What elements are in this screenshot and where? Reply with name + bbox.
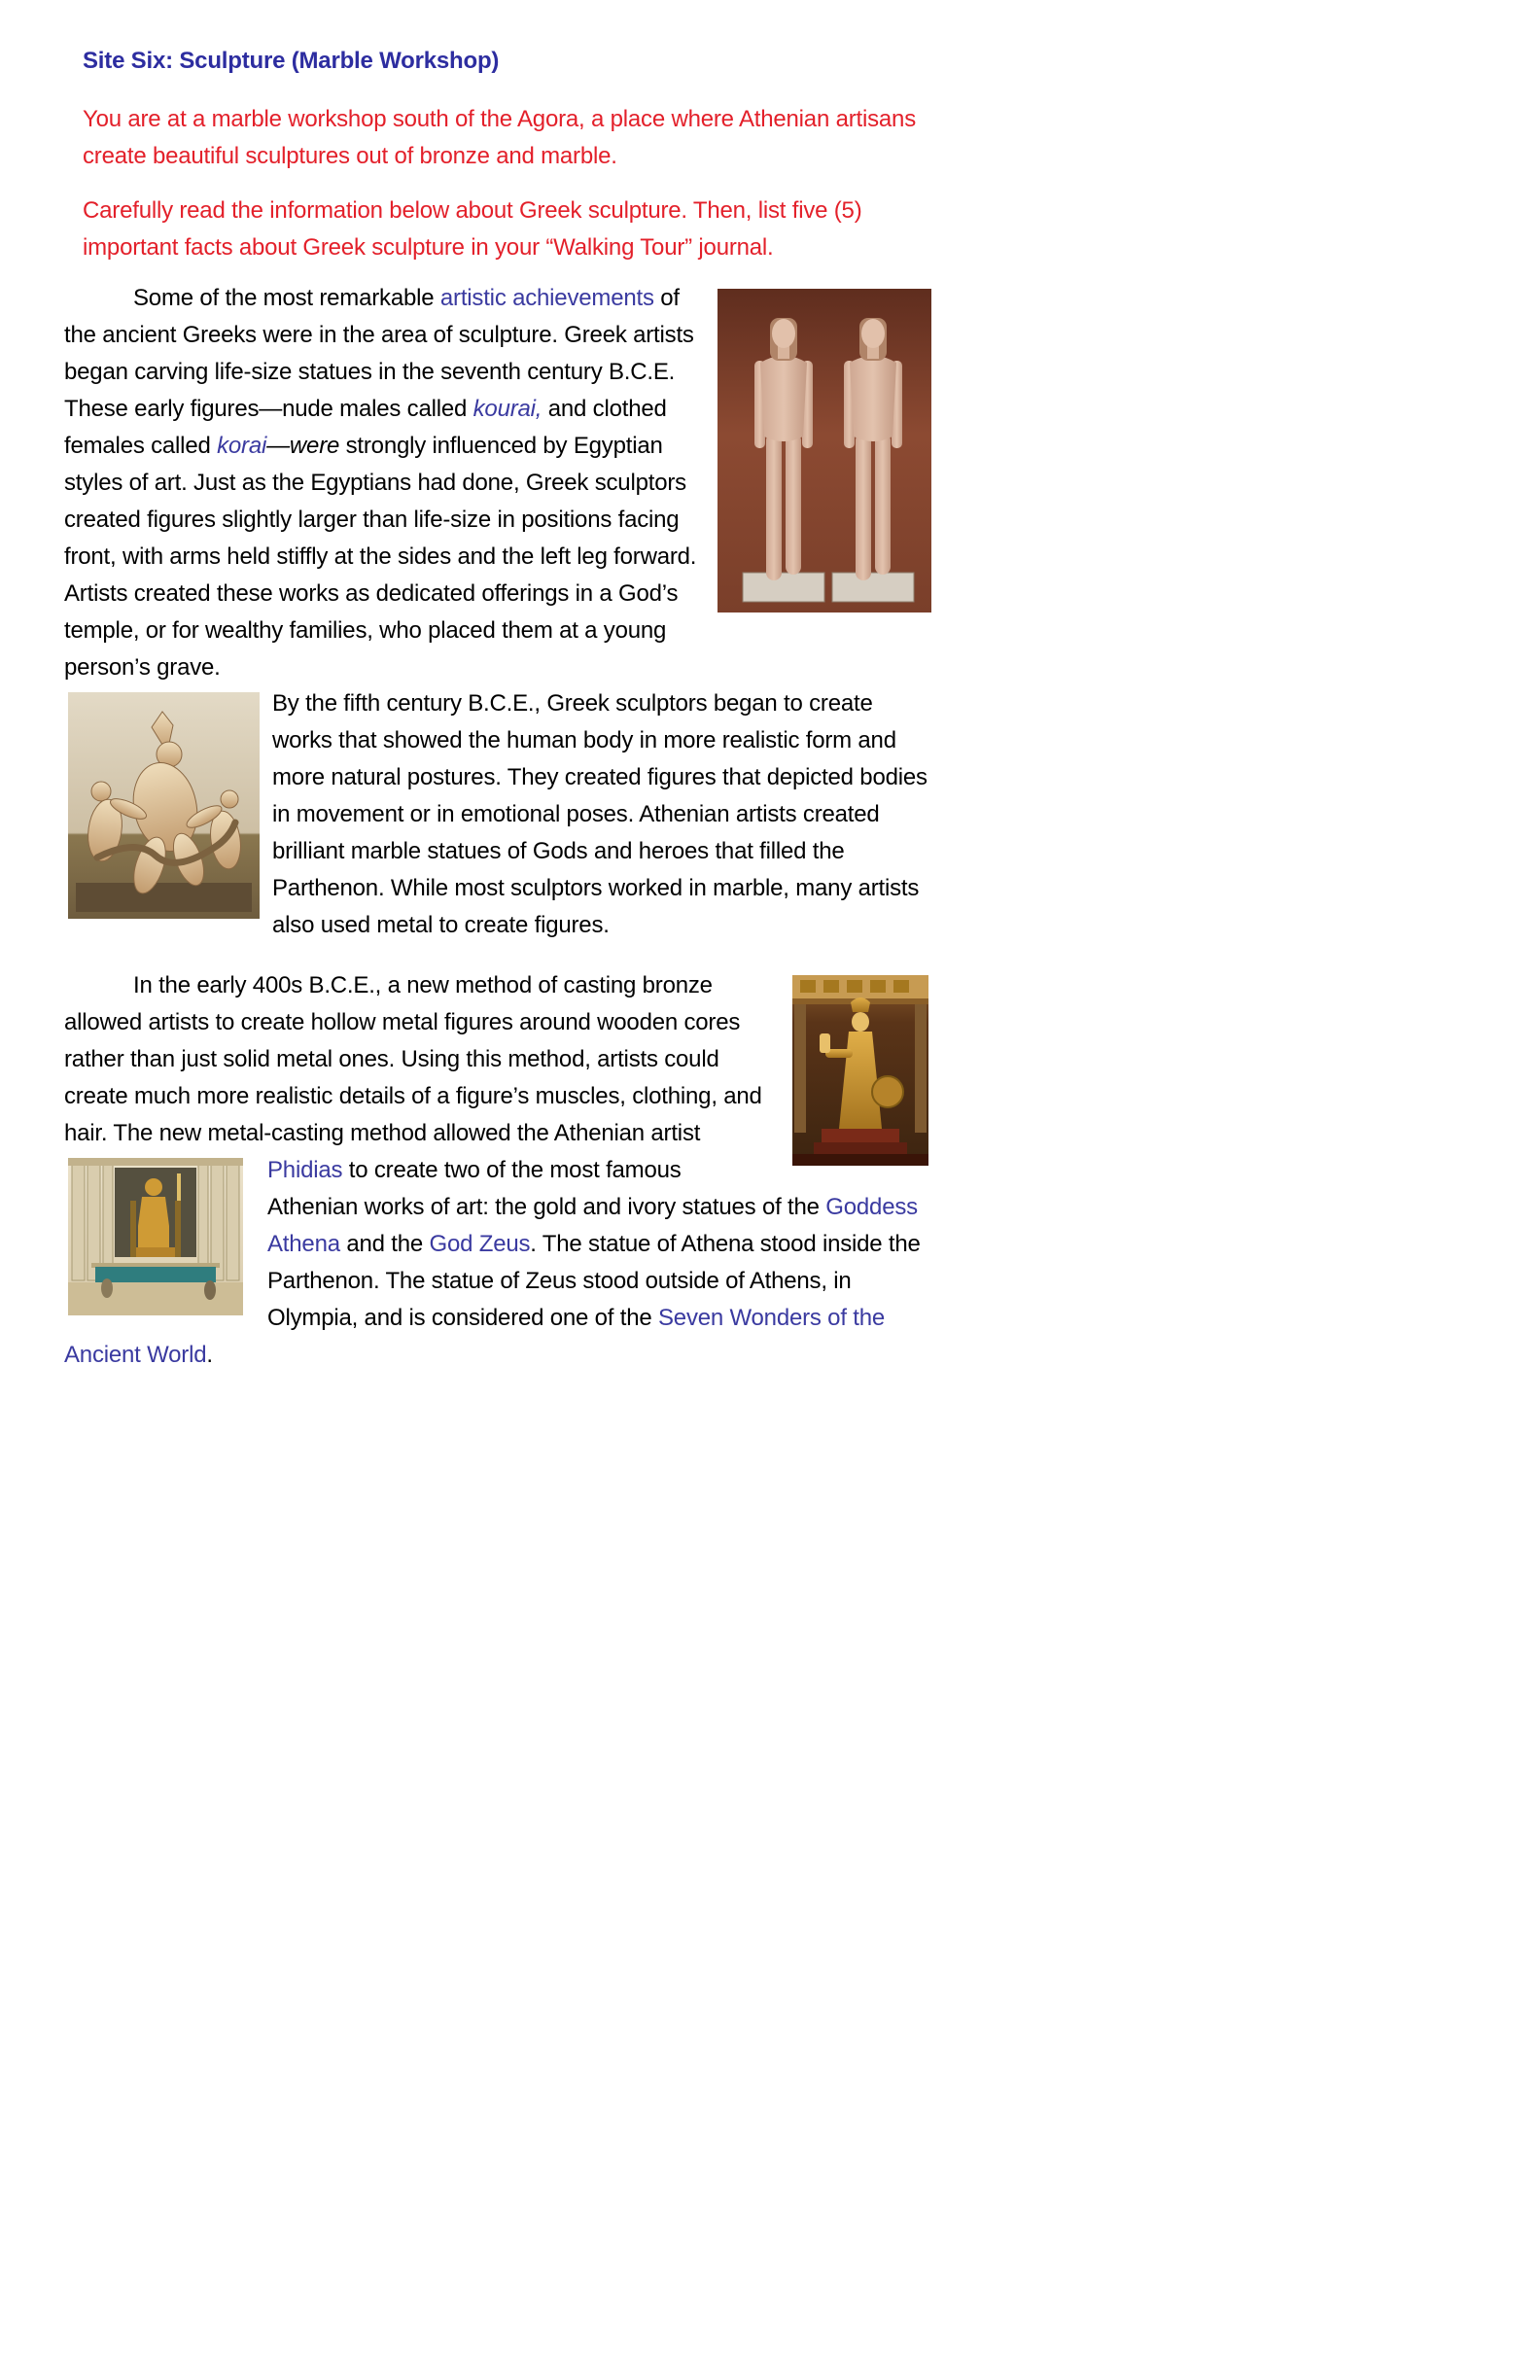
bronze-text-start: In the early 400s B.C.E., a new method of casting bronze allowed artists to create hollow metal figures around wooden cores rather than just solid metal ones. Using this method, artists could create much more realistic details of a figure’s muscles, clothing, and hair. The new metal-casting method allowed the Athenian artist bbox=[64, 972, 762, 1146]
section-kouroi bbox=[64, 280, 931, 686]
bronze-text-end: . bbox=[206, 1342, 213, 1368]
kouroi-text-mid1: of the ancient Greeks were in the area of sculpture. Greek artists began carving life-size statues in the seventh century B.C.E. These early figures—nude males called bbox=[64, 285, 694, 422]
section-bronze-casting bbox=[64, 967, 931, 1374]
classical-text: By the fifth century B.C.E., Greek sculptors began to create works that showed the human body in more realistic form and more natural postures. They created figures that depicted bodies in movement or in emotional poses. Athenian artists created brilliant marble statues of Gods and heroes that filled the Parthenon. While most sculptors worked in marble, many artists also used metal to create figures. bbox=[272, 690, 928, 938]
zeus-illustration bbox=[68, 1158, 243, 1315]
kouroi-text-start: Some of the most remarkable bbox=[133, 285, 440, 311]
zeus-statue-image bbox=[68, 1158, 243, 1315]
keyword-phidias: Phidias bbox=[267, 1157, 343, 1183]
term-kourai: kourai, bbox=[472, 396, 542, 422]
kouroi-text-mid2: and clothed females called bbox=[64, 396, 667, 459]
bronze-text-mid3: and the bbox=[339, 1231, 430, 1257]
term-were: —were bbox=[266, 433, 340, 459]
bronze-paragraph bbox=[64, 967, 931, 1374]
keyword-artistic-achievements: artistic achievements bbox=[439, 285, 654, 311]
term-korai: korai bbox=[217, 433, 267, 459]
bronze-text-mid4: . The statue of Athena stood inside the Parthenon. The statue of Zeus stood outside of Athens, in Olympia, and is considered one of the bbox=[267, 1231, 921, 1331]
bronze-text-mid1: to create two of the most bbox=[342, 1157, 607, 1183]
intro-paragraph-1: You are at a marble workshop south of the Agora, a place where Athenian artisans create beautiful sculptures out of bronze and marble. bbox=[83, 106, 917, 169]
keyword-seven-wonders: Seven Wonders of the Ancient World bbox=[64, 1305, 886, 1368]
bronze-text-mid2: famous Athenian works of art: the gold and ivory statues of the bbox=[267, 1157, 826, 1220]
kouroi-text-end: strongly influenced by Egyptian styles of art. Just as the Egyptians had done, Greek sculptors created figures slightly larger than life-size in positions facing front, with arms held stiffly at the sides and the left leg forward. Artists created these works as dedicated offerings in a God’s temple, or for wealthy families, who placed them at a young person’s grave. bbox=[64, 433, 697, 681]
section-classical bbox=[64, 685, 931, 944]
classical-paragraph bbox=[64, 685, 931, 944]
intro-paragraph-2: Carefully read the information below about Greek sculpture. Then, list five (5) important facts about Greek sculpture in your “Walking Tour” journal. bbox=[83, 197, 862, 261]
keyword-goddess-athena: Goddess Athena bbox=[267, 1194, 918, 1257]
page-title: Site Six: Sculpture (Marble Workshop) bbox=[83, 48, 500, 74]
keyword-god-zeus: God Zeus bbox=[429, 1231, 531, 1257]
kouros-statues-illustration bbox=[718, 289, 931, 612]
athena-illustration bbox=[789, 975, 931, 1166]
athena-statue-image bbox=[789, 975, 931, 1166]
kouros-statues-image bbox=[718, 289, 931, 612]
kouroi-paragraph bbox=[64, 280, 931, 686]
laocoon-illustration bbox=[68, 692, 260, 919]
laocoon-sculpture-image bbox=[68, 692, 260, 919]
